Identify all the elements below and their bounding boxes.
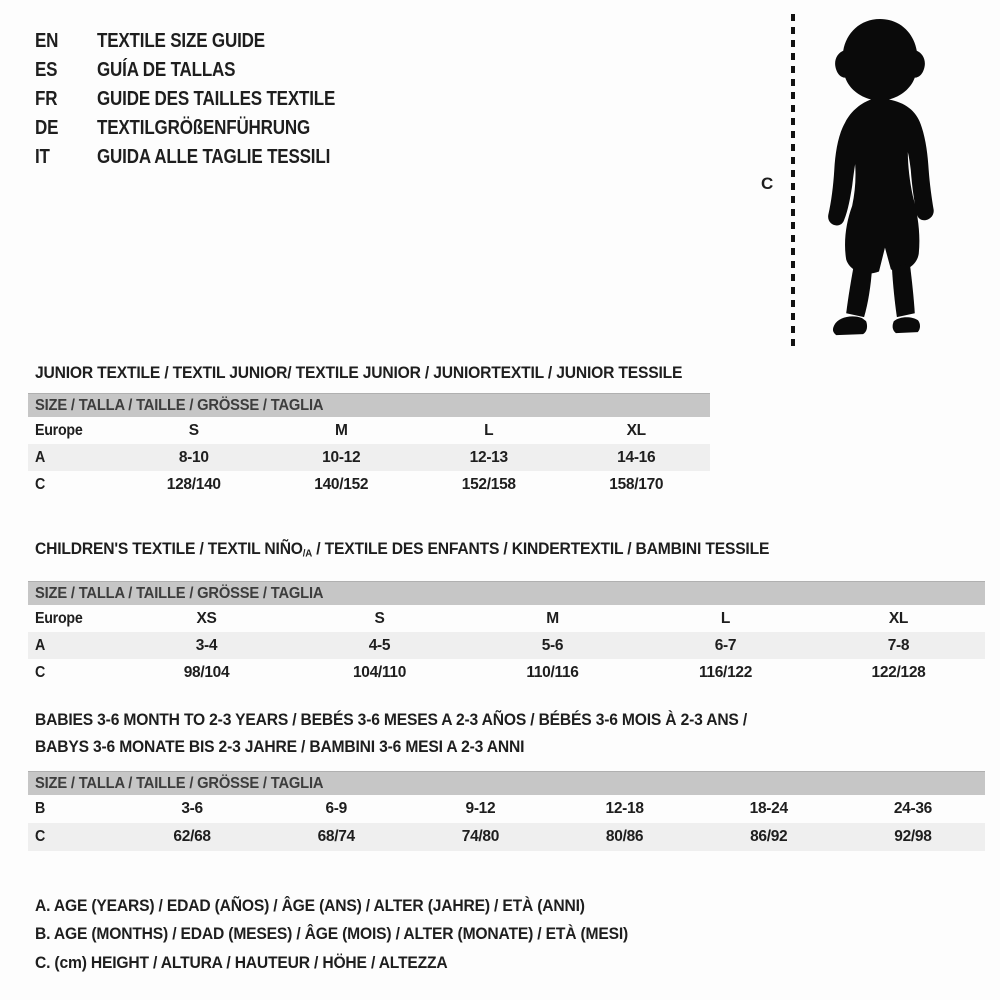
table-cell: 62/68 [173,828,211,845]
table-cell: 140/152 [314,476,369,493]
table-cell: L [484,422,494,439]
table-cell: 116/122 [698,663,753,681]
table-cell: 98/104 [183,663,230,681]
language-row [35,56,377,85]
table-cell: 104/110 [352,663,407,681]
footnote-list [35,892,680,977]
table-cell: 12-18 [605,800,644,817]
table-cell: 68/74 [317,828,355,845]
row-label: C [35,828,46,845]
table-cell: 80/86 [605,828,644,845]
toddler-silhouette-icon [808,15,950,347]
table-cell: 10-12 [322,449,361,466]
table-cell: 5-6 [541,636,564,654]
table-cell: 24-36 [893,800,932,817]
table-cell: 6-9 [325,800,347,817]
table-size-header: SIZE / TALLA / TAILLE / GRÖSSE / TAGLIA [28,581,985,605]
section-title [35,706,985,760]
section-title [35,364,710,381]
language-title: GUÍA DE TALLAS [97,59,236,81]
title-text: / TEXTILE DES ENFANTS / KINDERTEXTIL / BAMBINI TESSILE [312,539,770,558]
table-cell: XL [626,422,646,439]
language-title: GUIDE DES TAILLES TEXTILE [97,88,336,110]
row-label: A [35,449,46,466]
footnote: C. (cm) HEIGHT / ALTURA / HAUTEUR / HÖHE / ALTEZZA [35,952,448,972]
table-cell: XS [196,609,217,627]
table-cell: 122/128 [871,663,926,681]
table-cell: M [546,609,559,627]
footnote: B. AGE (MONTHS) / EDAD (MESES) / ÂGE (MOIS) / ALTER (MONATE) / ETÀ (MESI) [35,924,629,944]
table-size-header: SIZE / TALLA / TAILLE / GRÖSSE / TAGLIA [28,771,985,795]
table-cell: XL [888,609,909,627]
row-label: A [35,636,46,654]
section-babies-textile [28,706,985,851]
language-code: EN [35,30,59,52]
table-cell: 110/116 [526,663,579,681]
language-title: TEXTILGRÖßENFÜHRUNG [97,117,311,139]
title-subscript: /A [302,547,313,560]
table-row [28,605,985,632]
section-title-line [35,706,747,733]
table-cell: 128/140 [166,476,221,493]
title-text: JUNIOR TEXTILE / TEXTIL JUNIOR/ TEXTILE JUNIOR / JUNIORTEXTIL / JUNIOR TESSILE [35,363,683,382]
table-row [28,471,710,498]
row-label: C [35,476,46,493]
row-label: C [35,663,46,681]
language-row [35,114,377,143]
table-cell: 14-16 [617,449,656,466]
table-cell: M [334,422,348,439]
language-title: GUIDA ALLE TAGLIE TESSILI [97,146,331,168]
size-table [28,581,985,686]
language-title: TEXTILE SIZE GUIDE [97,30,265,52]
table-cell: 74/80 [461,828,500,845]
language-code: DE [35,117,59,139]
table-row [28,795,985,823]
table-row [28,417,710,444]
language-code: FR [35,88,58,110]
table-row [28,444,710,471]
table-cell: 6-7 [714,636,737,654]
table-cell: 158/170 [609,476,664,493]
table-cell: 4-5 [368,636,391,654]
height-marker-dotted-line [791,14,795,346]
language-row [35,85,377,114]
table-cell: 18-24 [749,800,788,817]
table-row [28,659,985,686]
section-title-line [35,733,524,760]
table-cell: 7-8 [887,636,910,654]
title-text: BABIES 3-6 MONTH TO 2-3 YEARS / BEBÉS 3-6 MESES A 2-3 AÑOS / BÉBÉS 3-6 MOIS À 2-3 ANS / [35,710,748,729]
footnote: A. AGE (YEARS) / EDAD (AÑOS) / ÂGE (ANS) / ALTER (JAHRE) / ETÀ (ANNI) [35,896,585,915]
section-childrens-textile [28,540,985,686]
section-title-line [35,364,682,381]
language-row [35,143,377,172]
table-cell: S [188,422,199,439]
section-title [35,540,985,563]
table-size-header: SIZE / TALLA / TAILLE / GRÖSSE / TAGLIA [28,393,710,417]
title-text: CHILDREN'S TEXTILE / TEXTIL NIÑO [35,539,303,558]
section-junior-textile [28,364,710,498]
table-cell: 86/92 [750,828,788,845]
height-marker-label: C [761,174,774,193]
language-list [35,27,377,172]
section-title-line [35,540,769,563]
table-cell: 3-6 [181,800,203,817]
table-cell: S [374,609,385,627]
row-label: Europe [35,609,83,627]
table-cell: L [720,609,731,627]
row-label: B [35,800,46,817]
table-row [28,823,985,851]
table-cell: 152/158 [461,476,516,493]
table-cell: 12-13 [469,449,508,466]
language-row [35,27,377,56]
language-code: IT [35,146,50,168]
size-table [28,771,985,851]
row-label: Europe [35,422,83,439]
table-cell: 9-12 [465,800,496,817]
language-code: ES [35,59,58,81]
table-cell: 92/98 [894,828,932,845]
table-row [28,632,985,659]
table-cell: 8-10 [178,449,209,466]
size-table [28,393,710,498]
title-text: BABYS 3-6 MONATE BIS 2-3 JAHRE / BAMBINI 3-6 MESI A 2-3 ANNI [35,737,525,756]
table-cell: 3-4 [195,636,218,654]
